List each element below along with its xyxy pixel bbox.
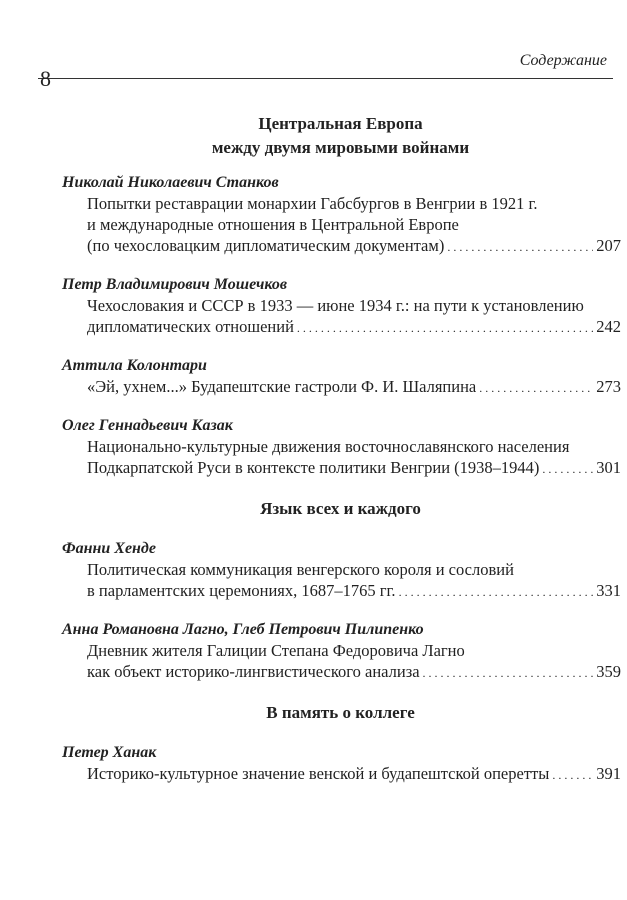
section-heading: [60, 112, 621, 160]
entry-author: Аттила Колонтари: [62, 357, 207, 374]
entry-title-line: [87, 559, 621, 580]
entry-author: Петр Владимирович Мошечков: [62, 276, 288, 293]
entry-title-line: [87, 763, 621, 786]
toc-entry[interactable]: [60, 356, 621, 399]
toc-entry[interactable]: [60, 416, 621, 480]
section-heading-line: Центральная Европа: [258, 114, 423, 133]
table-of-contents: [60, 112, 621, 803]
dot-leader: [297, 316, 593, 339]
section-heading: [60, 701, 621, 725]
entry-page-number: 242: [596, 317, 621, 336]
entry-title-line: [87, 316, 621, 339]
entry-title-text: в парламентских церемониях, 1687–1765 гг.: [87, 581, 396, 600]
entry-author: Олег Геннадьевич Казак: [62, 417, 233, 434]
entry-title-line: [87, 661, 621, 684]
entry-title-line: [87, 214, 621, 235]
entry-page-number: 273: [596, 377, 621, 396]
toc-entry[interactable]: [60, 743, 621, 786]
toc-entry[interactable]: [60, 620, 621, 684]
toc-entry[interactable]: [60, 539, 621, 603]
entry-title-line: [87, 457, 621, 480]
section-heading-line: В память о коллеге: [266, 703, 415, 722]
entry-title: [87, 295, 621, 339]
entry-title-text: Попытки реставрации монархии Габсбургов в Венгрии в 1921 г.: [87, 194, 538, 213]
toc-section: [60, 112, 621, 480]
entry-title-line: [87, 640, 621, 661]
entry-title-line: [87, 580, 621, 603]
entry-author: Петер Ханак: [62, 744, 157, 761]
entry-title-text: Политическая коммуникация венгерского короля и сословий: [87, 560, 514, 579]
entry-title: [87, 436, 621, 480]
entry-title: [87, 559, 621, 603]
entry-title-line: [87, 193, 621, 214]
entry-title-line: [87, 436, 621, 457]
entry-page-number: 391: [596, 764, 621, 783]
entry-title: [87, 376, 621, 399]
entry-title-text: Подкарпатской Руси в контексте политики Венгрии (1938–1944): [87, 458, 540, 477]
entry-title-line: [87, 376, 621, 399]
entry-title-text: Национально-культурные движения восточнославянского населения: [87, 437, 570, 456]
dot-leader: [447, 235, 593, 258]
entry-author: Фанни Хенде: [62, 540, 156, 557]
entry-title-line: [87, 235, 621, 258]
toc-section: [60, 497, 621, 684]
toc-section: [60, 701, 621, 786]
section-heading-line: Язык всех и каждого: [260, 499, 421, 518]
dot-leader: [399, 580, 594, 603]
running-header-title: Содержание: [519, 52, 607, 69]
entry-title-text: (по чехословацким дипломатическим документам): [87, 236, 445, 255]
entry-title-text: как объект историко-лингвистического анализа: [87, 662, 420, 681]
entry-title-text: и международные отношения в Центральной Европе: [87, 215, 459, 234]
entry-page-number: 207: [596, 236, 621, 255]
entry-author: Николай Николаевич Станков: [62, 174, 279, 191]
entry-title-text: Историко-культурное значение венской и будапештской оперетты: [87, 764, 550, 783]
dot-leader: [423, 661, 594, 684]
entry-author: Анна Романовна Лагно, Глеб Петрович Пилипенко: [62, 621, 424, 638]
entry-title-text: «Эй, ухнем...» Будапештские гастроли Ф. И. Шаляпина: [87, 377, 477, 396]
section-heading: [60, 497, 621, 521]
entry-title-line: [87, 295, 621, 316]
toc-entry[interactable]: [60, 275, 621, 339]
entry-title-text: дипломатических отношений: [87, 317, 294, 336]
page-number: 8: [40, 66, 51, 91]
toc-entry[interactable]: [60, 173, 621, 258]
entry-title-text: Дневник жителя Галиции Степана Федоровича Лагно: [87, 641, 465, 660]
dot-leader: [479, 376, 593, 399]
entry-page-number: 301: [596, 458, 621, 477]
dot-leader: [542, 457, 593, 480]
entry-title: [87, 763, 621, 786]
entry-title: [87, 193, 621, 258]
header-rule: [38, 78, 613, 79]
entry-title: [87, 640, 621, 684]
entry-page-number: 331: [596, 581, 621, 600]
dot-leader: [552, 763, 593, 786]
entry-title-text: Чехословакия и СССР в 1933 — июне 1934 г.: на пути к установлению: [87, 296, 584, 315]
entry-page-number: 359: [596, 662, 621, 681]
section-heading-line: между двумя мировыми войнами: [211, 138, 470, 157]
